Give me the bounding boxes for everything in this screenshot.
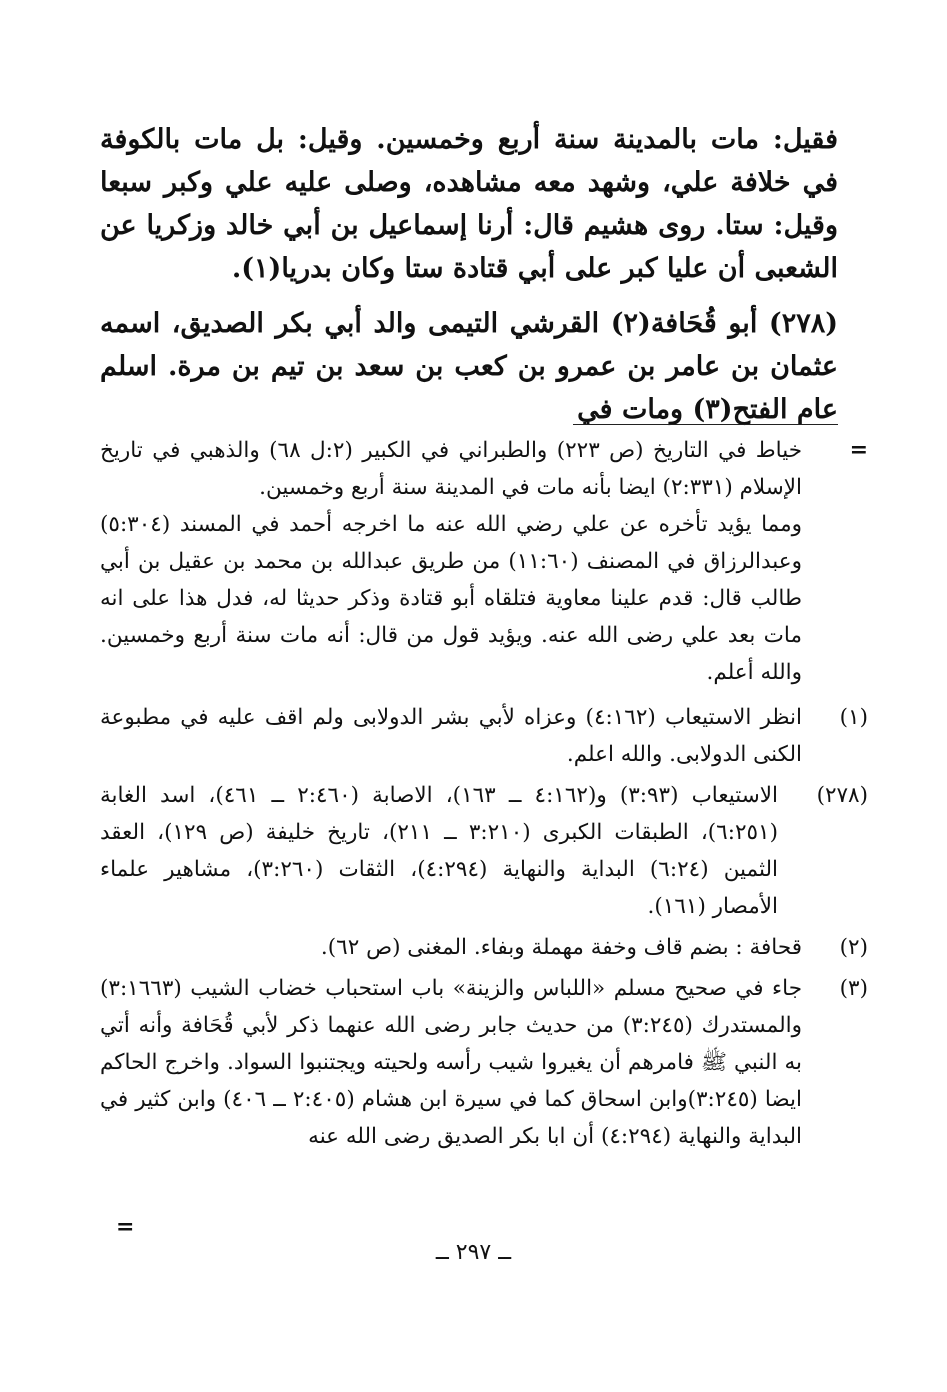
footnote-number: (١) (839, 705, 868, 730)
main-text (100, 118, 838, 431)
footnote-number: (٣) (839, 976, 868, 1001)
footnote-3 (100, 970, 868, 1155)
footnote-text: جاء في صحيح مسلم «اللباس والزينة» باب استحباب خضاب الشيب (٣:١٦٦٣) والمستدرك (٣:٢٤٥) من حديث جابر رضى الله عنهما ذكر لأبي قُحَافة وأنه أتي به النبي ﷺ فامرهم أن يغيروا شيب رأسه ولحيته ويجتنبوا السواد. واخرج الحاكم ايضا (٣:٢٤٥)وابن اسحاق كما في سيرة ابن هشام (٢:٤٠٥ ــ ٤٠٦) وابن كثير في البداية والنهاية (٤:٢٩٤) أن ابا بكر الصديق رضى الله عنه (100, 976, 803, 1149)
main-paragraph: فقيل: مات بالمدينة سنة أربع وخمسين. وقيل: بل مات بالكوفة في خلافة علي، وشهد معه مشاهده، وصلى عليه علي وكبر سبعا وقيل: ستا. روى هشيم قال: أرنا إسماعيل بن أبي خالد وزكريا عن الشعبى أن عليا كبر على أبي قتادة ستا وكان بدريا(١). (100, 124, 838, 284)
footnote-number: (٢) (839, 935, 868, 960)
footnote-text: قحافة : بضم قاف وخفة مهملة وبفاء. المغنى (ص ٦٢). (320, 935, 802, 960)
footnote-text: انظر الاستيعاب (٤:١٦٢) وعزاه لأبي بشر الدولابى ولم اقف عليه في مطبوعة الكنى الدولابى. والله اعلم. (100, 705, 802, 767)
footnote-continuation (100, 432, 868, 691)
footnote-1 (100, 699, 868, 773)
footnote-text: الاستيعاب (٣:٩٣) و(٤:١٦٢ ــ ١٦٣)، الاصابة (٢:٤٦٠ ــ ٤٦١)، اسد الغابة (٦:٢٥١)، الطبقات الكبرى (٣:٢١٠ ــ ٢١١)، تاريخ خليفة (ص ١٢٩)، العقد الثمين (٦:٢٤) البداية والنهاية (٤:٢٩٤)، الثقات (٣:٢٦٠)، مشاهير علماء الأمصار (١٦١). (100, 783, 778, 919)
footnote-continuation-line-2: ومما يؤيد تأخره عن علي رضي الله عنه ما اخرجه أحمد في المسند (٥:٣٠٤) وعبدالرزاق في المصنف (١١:٦٠) من طريق عبدالله بن محمد بن عقيل بن أبي طالب قال: قدم علينا معاوية فتلقاه أبو قتادة وذكر حديثا له، فدل هذا على انه مات بعد علي رضى الله عنه. ويؤيد قول من قال: أنه مات سنة أربع وخمسين. والله أعلم. (100, 512, 802, 685)
footnotes (100, 432, 868, 1155)
continuation-marker: = (849, 437, 868, 463)
continues-marker: = (116, 1214, 135, 1240)
biography-entry-278: (٢٧٨) أبو قُحَافة(٢) القرشي التيمى والد أبي بكر الصديق، اسمه عثمان بن عامر بن عمرو بن كعب بن سعد بن تيم بن مرة. اسلم عام الفتح(٣) ومات في (100, 308, 838, 425)
page-number: ــ ٢٩٧ ــ (435, 1240, 512, 1265)
footnote-divider (573, 424, 838, 425)
footnote-278 (100, 777, 868, 925)
footnote-2 (100, 929, 868, 966)
footnote-continuation-body (100, 432, 802, 691)
footnote-number: (٢٧٨) (816, 783, 868, 808)
footnote-continuation-line-1: خياط في التاريخ (ص ٢٢٣) والطبراني في الكبير (٢:ل ٦٨) والذهبي في تاريخ الإسلام (٢:٣٣١) ايضا بأنه مات في المدينة سنة أربع وخمسين. (100, 438, 802, 500)
